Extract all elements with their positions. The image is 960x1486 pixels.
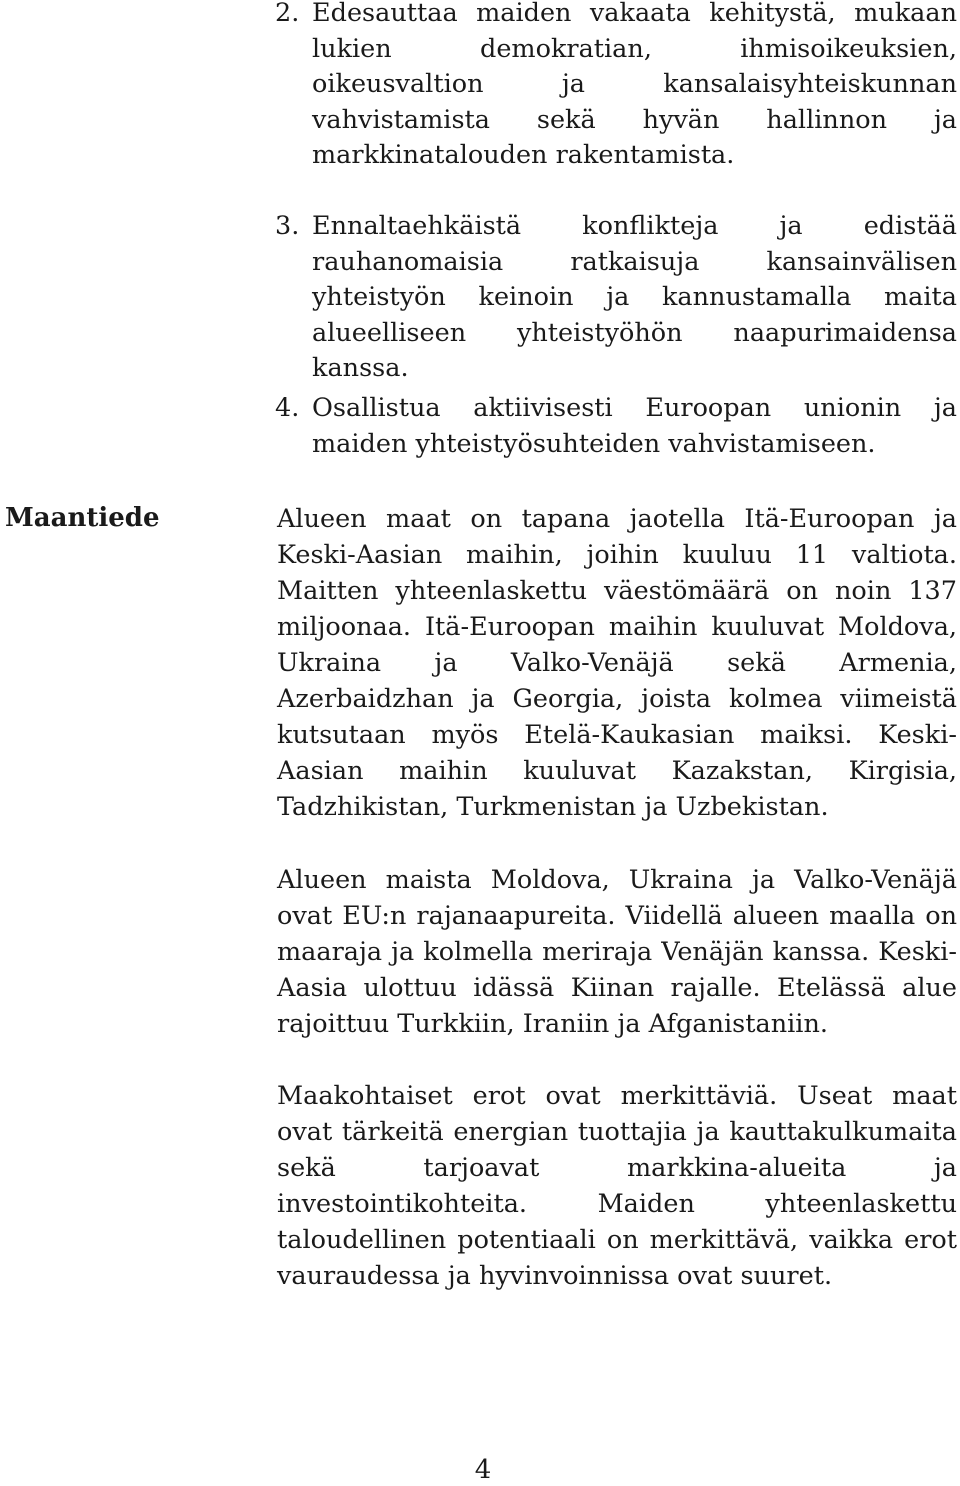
list-item-text: Edesauttaa maiden vakaata kehitystä, mukaan lukien demokratian, ihmisoikeuksien, oikeusvaltion ja kansalaisyhteiskunnan vahvistamista sekä hyvän hallinnon ja markkinatalouden rakentamista. <box>312 0 957 170</box>
section-heading: Maantiede <box>5 503 160 533</box>
body-paragraph: Alueen maista Moldova, Ukraina ja Valko-Venäjä ovat EU:n rajanaapureita. Viidellä alueen maalla on maaraja ja kolmella meriraja Venäjän kanssa. Keski-Aasia ulottuu idässä Kiinan rajalle. Etelässä alue rajoittuu Turkkiin, Iraniin ja Afganistaniin. <box>277 865 957 1039</box>
page-number: 4 <box>474 1455 492 1485</box>
list-item <box>275 391 957 462</box>
list-item <box>275 209 957 387</box>
body-paragraph: Alueen maat on tapana jaotella Itä-Euroopan ja Keski-Aasian maihin, joihin kuuluu 11 valtiota. Maitten yhteenlaskettu väestömäärä on noin 137 miljoonaa. Itä-Euroopan maihin kuuluvat Moldova, Ukraina ja Valko-Venäjä sekä Armenia, Azerbaidzhan ja Georgia, joista kolmea viimeistä kutsutaan myös Etelä-Kaukasian maiksi. Keski-Aasian maihin kuuluvat Kazakstan, Kirgisia, Tadzhikistan, Turkmenistan ja Uzbekistan. <box>277 504 957 822</box>
list-item-number: 4. <box>275 393 300 423</box>
list-item <box>275 0 957 174</box>
list-item-number: 2. <box>275 0 300 28</box>
body-paragraph: Maakohtaiset erot ovat merkittäviä. Useat maat ovat tärkeitä energian tuottajia ja kauttakulkumaita sekä tarjoavat markkina-alueita ja investointikohteita. Maiden yhteenlaskettu taloudellinen potentiaali on merkittävä, vaikka erot vauraudessa ja hyvinvoinnissa ovat suuret. <box>277 1081 957 1291</box>
list-item-text: Ennaltaehkäistä konflikteja ja edistää rauhanomaisia ratkaisuja kansainvälisen yhteistyön keinoin ja kannustamalla maita alueelliseen yhteistyöhön naapurimaidensa kanssa. <box>312 211 957 383</box>
list-item-number: 3. <box>275 211 300 241</box>
list-item-text: Osallistua aktiivisesti Euroopan unionin ja maiden yhteistyösuhteiden vahvistamiseen. <box>312 393 957 459</box>
